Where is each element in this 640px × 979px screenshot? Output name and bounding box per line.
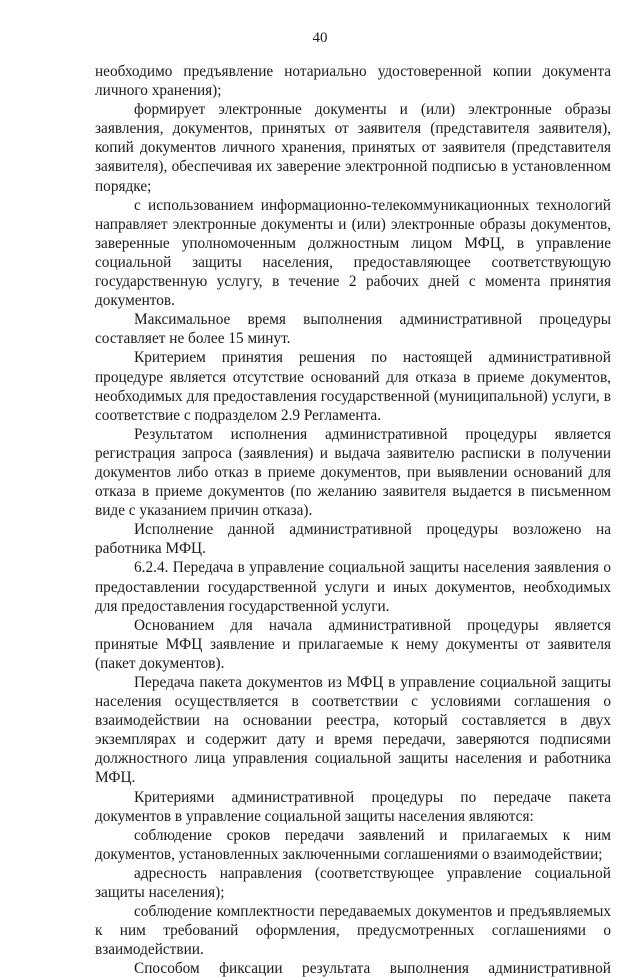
list-item-3: соблюдение комплектности передаваемых документов и предъявляемых к ним требований оформления, предусмотренных соглашениями о взаимодействии.	[95, 903, 611, 959]
paragraph-9: Основанием для начала административной процедуры является принятые МФЦ заявление и прилагаемые к нему документы от заявителя (пакет документов).	[95, 616, 611, 672]
section-heading-6-2-4: 6.2.4. Передача в управление социальной защиты населения заявления о предоставлении государственной услуги и иных документов, необходимых для предоставления государственной услуги.	[95, 559, 611, 615]
paragraph-6: Результатом исполнения административной процедуры является регистрация запроса (заявления) и выдача заявителю расписки в получении документов либо отказ в приеме документов, при выявлении оснований для отказа в приеме документов (по желанию заявителя выдается в письменном виде с указанием причин отказа).	[95, 425, 611, 520]
paragraph-4: Максимальное время выполнения административной процедуры составляет не более 15 минут.	[95, 311, 611, 348]
paragraph-10: Передача пакета документов из МФЦ в управление социальной защиты населения осуществляется в соответствии с условиями соглашения о взаимодействии на основании реестра, который составляется в двух экземплярах и содержит дату и время передачи, заверяются подписями должностного лица управления социальной защиты населения и работника МФЦ.	[95, 674, 611, 787]
document-body	[95, 62, 611, 979]
list-item-2: адресность направления (соответствующее управление социальной защиты населения);	[95, 864, 611, 902]
list-item-1: соблюдение сроков передачи заявлений и прилагаемых к ним документов, установленных заключенными соглашениями о взаимодействии;	[95, 826, 611, 863]
page-number: 40	[312, 30, 328, 46]
paragraph-5: Критерием принятия решения по настоящей административной процедуре является отсутствие оснований для отказа в приеме документов, необходимых для предоставления государственной (муниципальной) услуги, в соответствие с подразделом 2.9 Регламента.	[95, 349, 611, 424]
paragraph-2: формирует электронные документы и (или) электронные образы заявления, документов, принятых от заявителя (представителя заявителя), копий документов личного хранения, принятых от заявителя (представителя заявителя), обеспечивая их заверение электронной подписью в установленном порядке;	[95, 101, 611, 195]
paragraph-3: с использованием информационно-телекоммуникационных технологий направляет электронные документы и (или) электронные образы документов, заверенные уполномоченным должностным лицом МФЦ, в управление социальной защиты населения, предоставляющее соответствующую государственную услугу, в течение 2 рабочих дней с момента принятия документов.	[95, 196, 611, 310]
paragraph-7: Исполнение данной административной процедуры возложено на работника МФЦ.	[95, 521, 611, 558]
paragraph-1: необходимо предъявление нотариально удостоверенной копии документа личного хранения);	[95, 63, 611, 100]
paragraph-15: Способом фиксации результата выполнения административной	[134, 960, 611, 978]
paragraph-11: Критериями административной процедуры по передаче пакета документов в управление социальной защиты населения являются:	[95, 788, 611, 825]
